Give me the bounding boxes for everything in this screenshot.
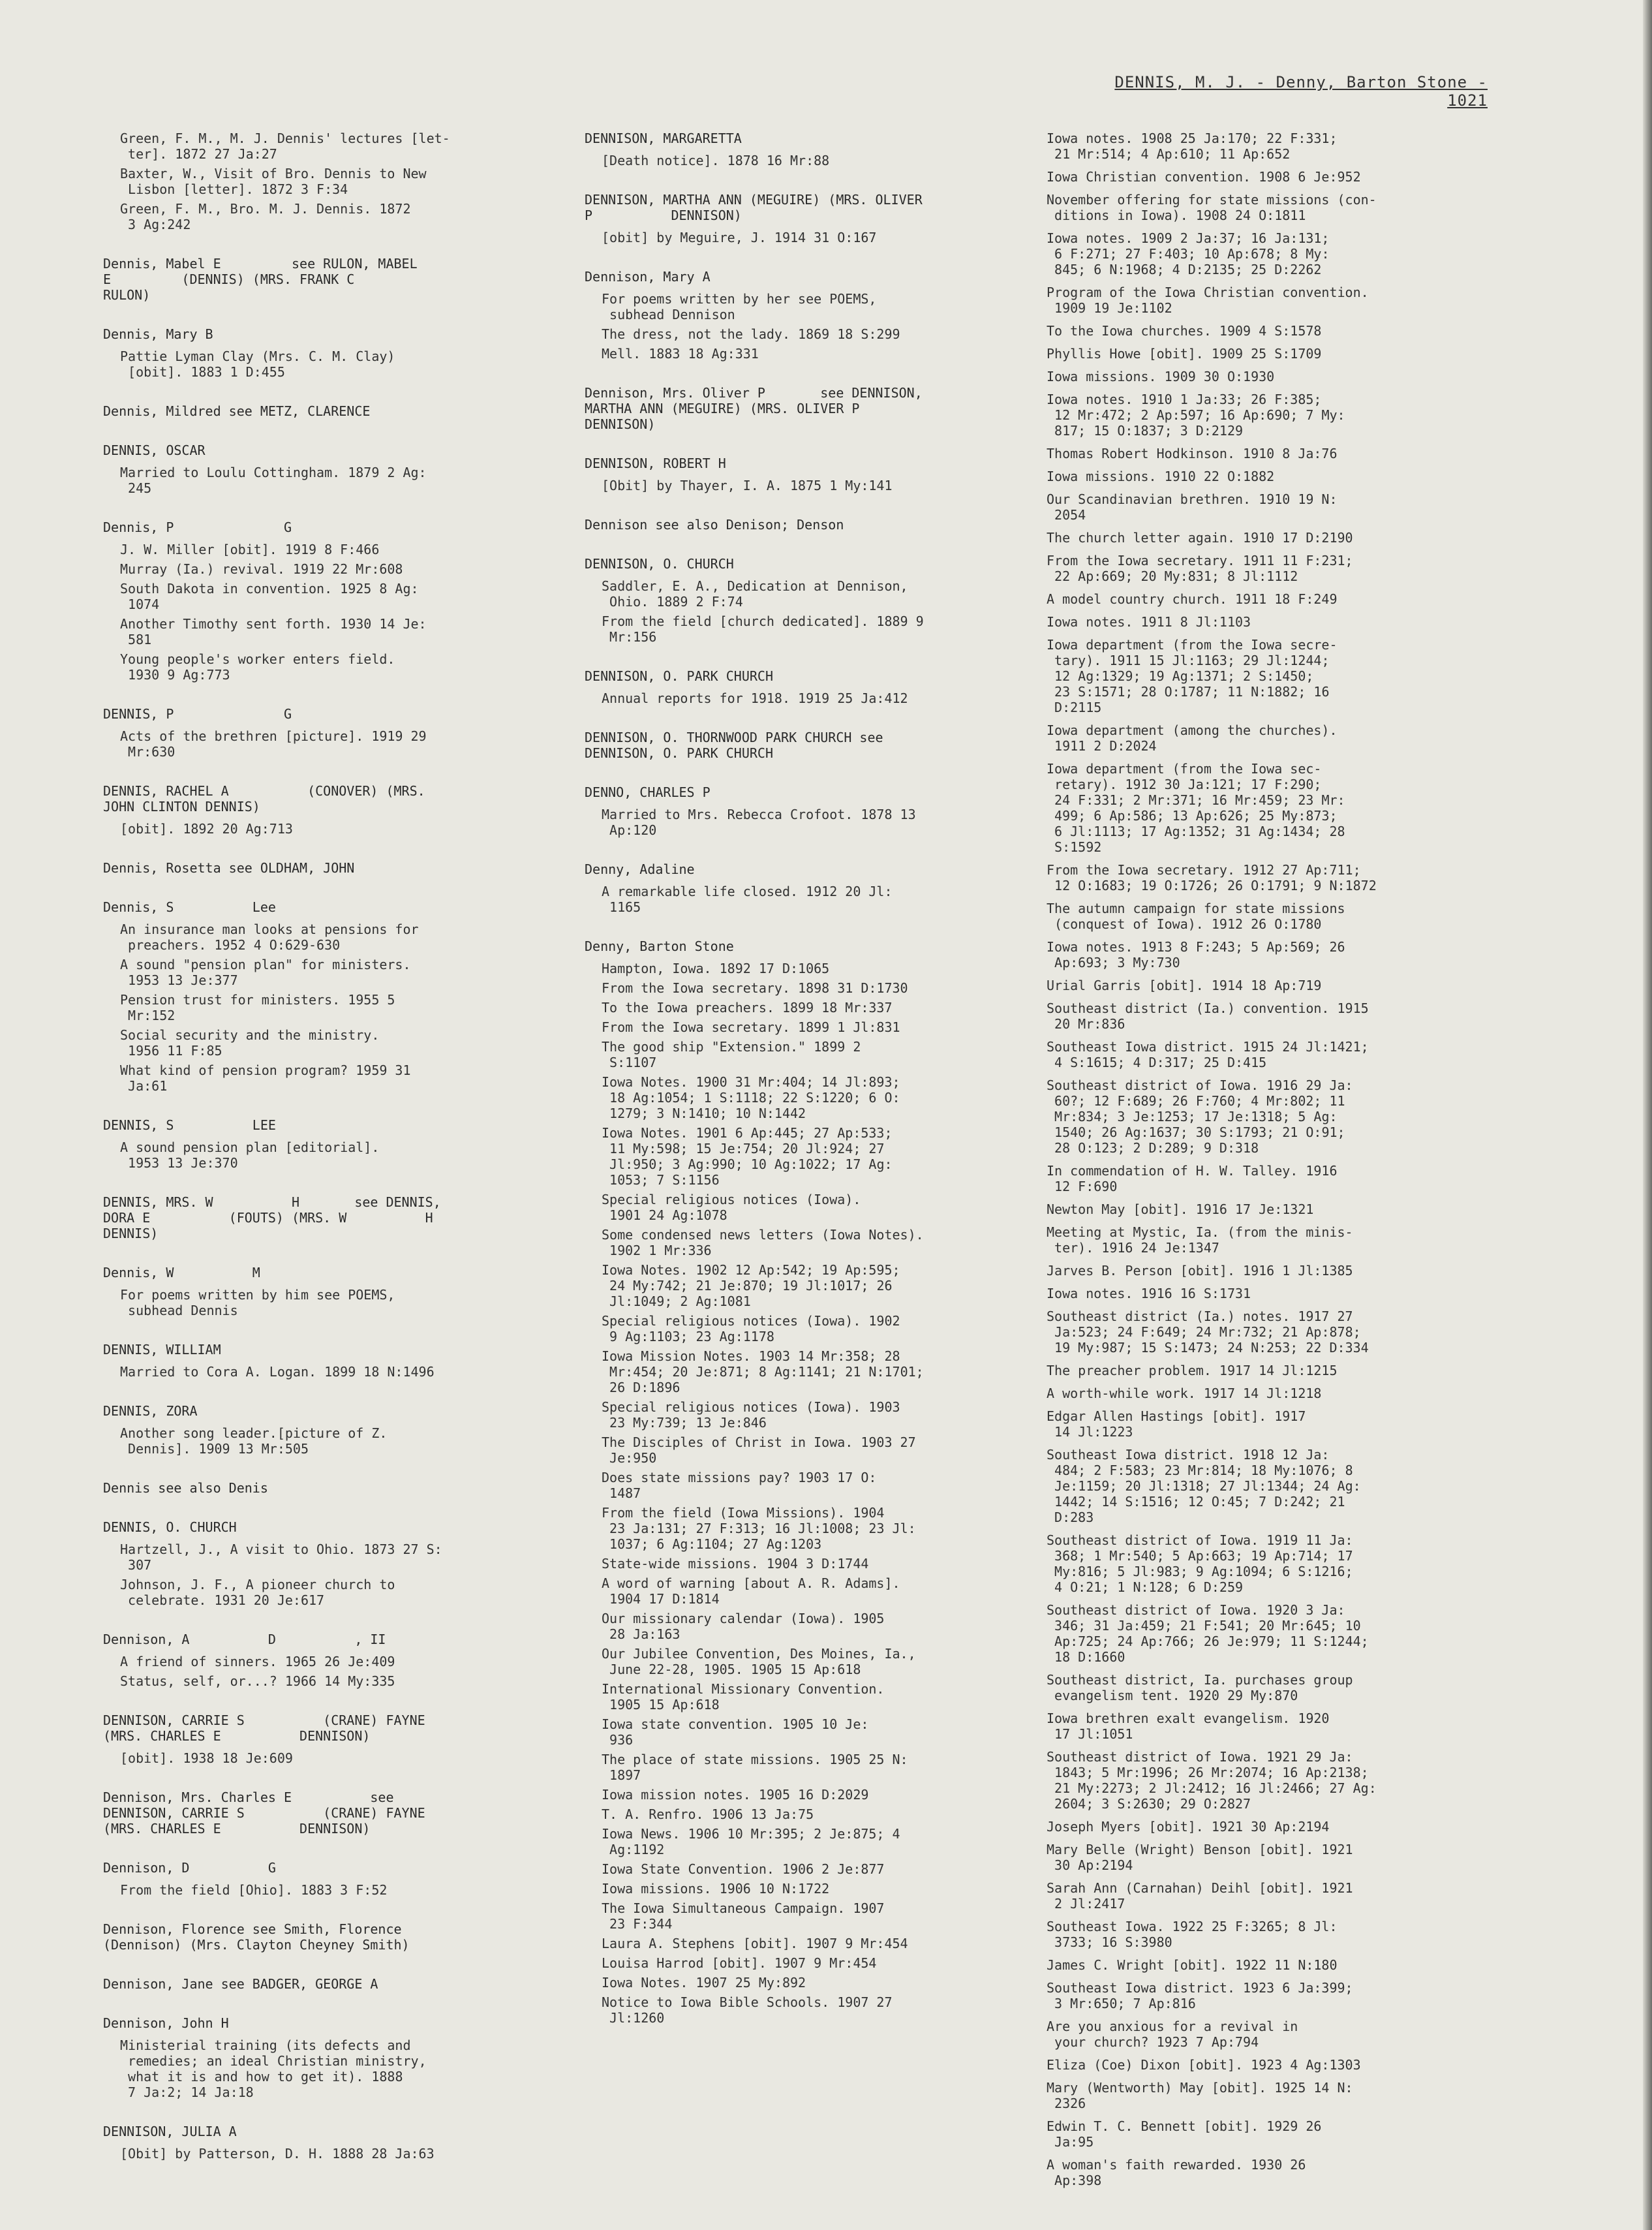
index-entry: [579, 131, 1036, 168]
citation-line: Our Jubilee Convention, Des Moines, Ia., June 22-28, 1905. 1905 15 Ap:618: [602, 1646, 916, 1677]
citation-line: Southeast district, Ia. purchases group evangelism tent. 1920 29 My:870: [1047, 1672, 1353, 1703]
entry-heading: Dennis, Mary B: [103, 326, 213, 342]
index-entry: [579, 385, 1036, 432]
entry-heading: Dennis, P G: [103, 519, 292, 535]
running-head: DENNIS, M. J. - Denny, Barton Stone - 1021: [1114, 73, 1488, 110]
citation-line: Iowa missions. 1906 10 N:1722: [602, 1881, 830, 1897]
index-entry: [98, 1519, 528, 1608]
index-entry: [98, 1712, 528, 1766]
citation-line: Southeast district of Iowa. 1920 3 Ja: 346; 31 Ja:459; 21 F:541; 20 Mr:645; 10 Ap:725; 24 Ap:766; 26 Je:979; 11 S:1244; 18 D:1660: [1047, 1602, 1369, 1665]
citation-line: Iowa notes. 1908 25 Ja:170; 22 F:331; 21 Mr:514; 4 Ap:610; 11 Ap:652: [1047, 131, 1338, 162]
citation-line: Iowa News. 1906 10 Mr:395; 2 Je:875; 4 Ag:1192: [602, 1826, 900, 1857]
index-entry: [98, 706, 528, 760]
index-entry: [98, 1342, 528, 1380]
index-entry: [98, 1976, 528, 1992]
index-entry: [98, 519, 528, 683]
index-entry: [98, 131, 528, 232]
entry-heading: DENNISON, JULIA A: [103, 2124, 237, 2139]
citation-line: Does state missions pay? 1903 17 O: 1487: [602, 1470, 877, 1501]
citation-line: T. A. Renfro. 1906 13 Ja:75: [602, 1806, 814, 1822]
citation-line: A word of warning [about A. R. Adams]. 1904 17 D:1814: [602, 1575, 900, 1607]
index-entry: [98, 1860, 528, 1898]
citation-line: From the Iowa secretary. 1912 27 Ap:711; 12 O:1683; 19 O:1726; 26 O:1791; 9 N:1872: [1047, 862, 1377, 893]
citation-line: From the field [church dedicated]. 1889 9 Mr:156: [602, 613, 924, 645]
entry-heading: Dennison, Mrs. Oliver P see DENNISON, MARTHA ANN (MEGUIRE) (MRS. OLIVER P DENNISON): [585, 385, 923, 432]
citation-line: J. W. Miller [obit]. 1919 8 F:466: [120, 542, 380, 557]
citation-line: Iowa notes. 1916 16 S:1731: [1047, 1286, 1251, 1301]
citation-line: Iowa Christian convention. 1908 6 Je:952: [1047, 169, 1361, 185]
citation-line: Some condensed news letters (Iowa Notes). 1902 1 Mr:336: [602, 1227, 924, 1258]
citation-line: The church letter again. 1910 17 D:2190: [1047, 530, 1353, 546]
citation-line: Our missionary calendar (Iowa). 1905 28 Ja:163: [602, 1611, 885, 1642]
index-entry: [98, 1921, 528, 1953]
citation-line: Southeast district of Iowa. 1916 29 Ja: 60?; 12 F:689; 26 F:760; 4 Mr:802; 11 Mr:834; 3 Je:1253; 17 Je:1318; 5 Ag: 1540; 26 Ag:1637; 30 S:1793; 21 O:91; 28 O:123; 2 D:289; 9 D:318: [1047, 1077, 1353, 1156]
citation-line: The good ship "Extension." 1899 2 S:1107: [602, 1039, 861, 1070]
index-entry: [98, 860, 528, 876]
citation-line: Southeast Iowa district. 1915 24 Jl:1421; 4 S:1615; 4 D:317; 25 D:415: [1047, 1039, 1369, 1070]
citation-line: Iowa State Convention. 1906 2 Je:877: [602, 1861, 885, 1877]
index-entry: [579, 938, 1036, 2026]
citation-line: The autumn campaign for state missions (conquest of Iowa). 1912 26 O:1780: [1047, 901, 1345, 932]
citation-line: Iowa Mission Notes. 1903 14 Mr:358; 28 Mr:454; 20 Je:871; 8 Ag:1141; 21 N:1701; 26 D:1896: [602, 1348, 924, 1395]
citation-line: Special religious notices (Iowa). 1903 23 My:739; 13 Je:846: [602, 1399, 900, 1431]
citation-line: Iowa Notes. 1902 12 Ap:542; 19 Ap:595; 24 My:742; 21 Je:870; 19 Jl:1017; 26 Jl:1049; 2 Ag:1081: [602, 1262, 900, 1309]
index-entry: [98, 403, 528, 419]
entry-heading: DENNISON, ROBERT H: [585, 456, 726, 471]
index-entry: [98, 256, 528, 303]
citation-line: The dress, not the lady. 1869 18 S:299: [602, 326, 900, 342]
citation-line: Louisa Harrod [obit]. 1907 9 Mr:454: [602, 1955, 877, 1971]
citation-line: Saddler, E. A., Dedication at Dennison, Ohio. 1889 2 F:74: [602, 578, 908, 610]
index-entry: [98, 1632, 528, 1689]
citation-line: November offering for state missions (con- ditions in Iowa). 1908 24 O:1811: [1047, 192, 1377, 223]
index-entry: [98, 1480, 528, 1496]
citation-line: [Obit] by Patterson, D. H. 1888 28 Ja:63: [120, 2146, 435, 2161]
entry-heading: DENNIS, RACHEL A (CONOVER) (MRS. JOHN CLINTON DENNIS): [103, 783, 425, 814]
citation-line: Special religious notices (Iowa). 1902 9 Ag:1103; 23 Ag:1178: [602, 1313, 900, 1344]
citation-line: Phyllis Howe [obit]. 1909 25 S:1709: [1047, 346, 1322, 362]
index-column-1: [98, 131, 528, 2185]
citation-line: Edgar Allen Hastings [obit]. 1917 14 Jl:1223: [1047, 1408, 1306, 1440]
entry-heading: Dennis, Rosetta see OLDHAM, JOHN: [103, 860, 355, 876]
citation-line: Another song leader.[picture of Z. Dennis]. 1909 13 Mr:505: [120, 1425, 388, 1457]
entry-heading: DENNISON, MARGARETTA: [585, 131, 742, 146]
index-entry: [98, 2124, 528, 2161]
citation-line: International Missionary Convention. 1905 15 Ap:618: [602, 1681, 885, 1712]
citation-line: Iowa mission notes. 1905 16 D:2029: [602, 1787, 869, 1803]
citation-line: From the field [Ohio]. 1883 3 F:52: [120, 1882, 388, 1898]
citation-line: Eliza (Coe) Dixon [obit]. 1923 4 Ag:1303: [1047, 2057, 1361, 2073]
citation-line: Iowa missions. 1910 22 O:1882: [1047, 469, 1275, 484]
citation-line: A worth-while work. 1917 14 Jl:1218: [1047, 1386, 1322, 1401]
citation-line: The preacher problem. 1917 14 Jl:1215: [1047, 1363, 1338, 1378]
citation-line: Hampton, Iowa. 1892 17 D:1065: [602, 961, 830, 976]
entry-heading: Dennison, A D , II: [103, 1632, 386, 1647]
index-entry: [579, 668, 1036, 706]
index-entry: [579, 192, 1036, 245]
citation-line: Mary (Wentworth) May [obit]. 1925 14 N: 2326: [1047, 2080, 1353, 2111]
citation-line: Iowa department (among the churches). 1911 2 D:2024: [1047, 722, 1338, 754]
citation-line: Acts of the brethren [picture]. 1919 29 Mr:630: [120, 728, 427, 760]
citation-line: Hartzell, J., A visit to Ohio. 1873 27 S: 307: [120, 1541, 442, 1573]
citation-line: Mary Belle (Wright) Benson [obit]. 1921 30 Ap:2194: [1047, 1842, 1353, 1873]
citation-line: [obit]. 1892 20 Ag:713: [120, 821, 293, 837]
citation-line: Iowa notes. 1911 8 Jl:1103: [1047, 614, 1251, 630]
citation-line: South Dakota in convention. 1925 8 Ag: 1074: [120, 581, 419, 612]
entry-heading: Dennis, W M: [103, 1265, 260, 1280]
citation-line: Iowa notes. 1913 8 F:243; 5 Ap:569; 26 Ap:693; 3 My:730: [1047, 939, 1345, 970]
entry-heading: Denny, Barton Stone: [585, 938, 734, 954]
citation-line: Johnson, J. F., A pioneer church to celebrate. 1931 20 Je:617: [120, 1577, 395, 1608]
citation-line: To the Iowa churches. 1909 4 S:1578: [1047, 323, 1322, 339]
index-entry: [579, 861, 1036, 915]
citation-line: [Obit] by Thayer, I. A. 1875 1 My:141: [602, 478, 893, 493]
entry-heading: Dennis see also Denis: [103, 1480, 268, 1496]
citation-line: Joseph Myers [obit]. 1921 30 Ap:2194: [1047, 1819, 1330, 1835]
index-entry: [579, 556, 1036, 645]
entry-heading: Dennis, S Lee: [103, 899, 276, 915]
index-entry: [579, 269, 1036, 362]
citation-line: Iowa brethren exalt evangelism. 1920 17 Jl:1051: [1047, 1711, 1330, 1742]
citation-line: Are you anxious for a revival in your church? 1923 7 Ap:794: [1047, 2019, 1298, 2050]
index-entry: [98, 1117, 528, 1171]
citation-line: James C. Wright [obit]. 1922 11 N:180: [1047, 1957, 1338, 1973]
citation-line: Our Scandinavian brethren. 1910 19 N: 2054: [1047, 491, 1338, 523]
citation-line: Married to Mrs. Rebecca Crofoot. 1878 13 Ap:120: [602, 807, 916, 838]
citation-line: Southeast district (Ia.) convention. 1915 20 Mr:836: [1047, 1000, 1369, 1032]
entry-heading: DENNIS, OSCAR: [103, 442, 206, 458]
citation-line: To the Iowa preachers. 1899 18 Mr:337: [602, 1000, 893, 1015]
citation-line: State-wide missions. 1904 3 D:1744: [602, 1556, 869, 1572]
index-column-3: [1041, 131, 1511, 2212]
citation-line: Iowa Notes. 1907 25 My:892: [602, 1975, 806, 1990]
index-column-2: [579, 131, 1036, 2049]
citation-line: Thomas Robert Hodkinson. 1910 8 Ja:76: [1047, 446, 1338, 461]
citation-line: Pension trust for ministers. 1955 5 Mr:152: [120, 992, 395, 1023]
citation-line: A sound pension plan [editorial]. 1953 13 Je:370: [120, 1139, 380, 1171]
entry-heading: DENNISON, MARTHA ANN (MEGUIRE) (MRS. OLIVER P DENNISON): [585, 192, 923, 223]
citation-line: Social security and the ministry. 1956 11 F:85: [120, 1027, 380, 1059]
entry-heading: DENNISON, O. THORNWOOD PARK CHURCH see DENNISON, O. PARK CHURCH: [585, 730, 883, 761]
index-entry: [579, 456, 1036, 493]
citation-line: An insurance man looks at pensions for preachers. 1952 4 O:629-630: [120, 921, 419, 953]
index-entry: [1041, 131, 1511, 2188]
entry-heading: Dennis, Mabel E see RULON, MABEL E (DENNIS) (MRS. FRANK C RULON): [103, 256, 418, 303]
citation-line: Green, F. M., Bro. M. J. Dennis. 1872 3 Ag:242: [120, 201, 411, 232]
entry-heading: Dennison see also Denison; Denson: [585, 517, 844, 533]
index-entry: [579, 784, 1036, 838]
citation-line: Married to Loulu Cottingham. 1879 2 Ag: 245: [120, 465, 427, 496]
citation-line: From the Iowa secretary. 1911 11 F:231; 22 Ap:669; 20 My:831; 8 Jl:1112: [1047, 553, 1353, 584]
citation-line: Pattie Lyman Clay (Mrs. C. M. Clay) [obit]. 1883 1 D:455: [120, 348, 395, 380]
entry-heading: DENNIS, O. CHURCH: [103, 1519, 237, 1535]
citation-line: For poems written by her see POEMS, subhead Dennison: [602, 291, 877, 322]
index-entry: [98, 1265, 528, 1318]
citation-line: A model country church. 1911 18 F:249: [1047, 591, 1338, 607]
index-entry: [98, 1789, 528, 1836]
citation-line: Southeast Iowa. 1922 25 F:3265; 8 Jl: 3733; 16 S:3980: [1047, 1919, 1338, 1950]
citation-line: Jarves B. Person [obit]. 1916 1 Jl:1385: [1047, 1263, 1353, 1278]
citation-line: A remarkable life closed. 1912 20 Jl: 1165: [602, 884, 893, 915]
citation-line: Southeast Iowa district. 1923 6 Ja:399; 3 Mr:650; 7 Ap:816: [1047, 1980, 1353, 2011]
index-entry: [98, 783, 528, 837]
citation-line: Iowa missions. 1909 30 O:1930: [1047, 369, 1275, 384]
entry-heading: Denny, Adaline: [585, 861, 695, 877]
entry-heading: DENNISON, O. CHURCH: [585, 556, 734, 572]
citation-line: Meeting at Mystic, Ia. (from the minis- ter). 1916 24 Je:1347: [1047, 1224, 1353, 1256]
entry-heading: Dennis, Mildred see METZ, CLARENCE: [103, 403, 371, 419]
citation-line: Iowa state convention. 1905 10 Je: 936: [602, 1716, 869, 1748]
citation-line: A friend of sinners. 1965 26 Je:409: [120, 1654, 395, 1669]
citation-line: Annual reports for 1918. 1919 25 Ja:412: [602, 690, 908, 706]
citation-line: The Disciples of Christ in Iowa. 1903 27 Je:950: [602, 1434, 916, 1466]
index-entry: [579, 517, 1036, 533]
citation-line: Young people's worker enters field. 1930 9 Ag:773: [120, 651, 395, 683]
citation-line: Special religious notices (Iowa). 1901 24 Ag:1078: [602, 1192, 861, 1223]
citation-line: Southeast district (Ia.) notes. 1917 27 Ja:523; 24 F:649; 24 Mr:732; 21 Ap:878; 19 My:987; 15 S:1473; 24 N:253; 22 D:334: [1047, 1309, 1369, 1355]
citation-line: Green, F. M., M. J. Dennis' lectures [let- ter]. 1872 27 Ja:27: [120, 131, 450, 162]
citation-line: Southeast district of Iowa. 1919 11 Ja: 368; 1 Mr:540; 5 Ap:663; 19 Ap:714; 17 My:816; 5 Jl:983; 9 Ag:1094; 6 S:1216; 4 O:21; 1 N:128; 6 D:259: [1047, 1532, 1353, 1595]
index-entry: [98, 326, 528, 380]
citation-line: [Death notice]. 1878 16 Mr:88: [602, 153, 830, 168]
citation-line: From the Iowa secretary. 1898 31 D:1730: [602, 980, 908, 996]
citation-line: Murray (Ia.) revival. 1919 22 Mr:608: [120, 561, 403, 577]
citation-line: Notice to Iowa Bible Schools. 1907 27 Jl:1260: [602, 1994, 893, 2026]
citation-line: What kind of pension program? 1959 31 Ja:61: [120, 1062, 411, 1094]
citation-line: Iowa notes. 1909 2 Ja:37; 16 Ja:131; 6 F:271; 27 F:403; 10 Ap:678; 8 My: 845; 6 N:1968; 4 D:2135; 25 D:2262: [1047, 230, 1330, 277]
citation-line: Mell. 1883 18 Ag:331: [602, 346, 759, 362]
citation-line: From the field (Iowa Missions). 1904 23 Ja:131; 27 F:313; 16 Jl:1008; 23 Jl: 1037; 6 Ag:1104; 27 Ag:1203: [602, 1505, 916, 1552]
citation-line: Iowa department (from the Iowa sec- retary). 1912 30 Ja:121; 17 F:290; 24 F:331; 2 Mr:371; 16 Mr:459; 23 Mr: 499; 6 Ap:586; 13 Ap:626; 25 My:873; 6 Jl:1113; 17 Ag:1352; 31 Ag:1434; 28 S:1592: [1047, 761, 1345, 855]
citation-line: The place of state missions. 1905 25 N: 1897: [602, 1752, 908, 1783]
entry-heading: DENNIS, WILLIAM: [103, 1342, 221, 1357]
entry-heading: DENNIS, P G: [103, 706, 292, 722]
citation-line: Iowa department (from the Iowa secre- tary). 1911 15 Jl:1163; 29 Jl:1244; 12 Ag:1329; 19 Ag:1371; 2 S:1450; 23 S:1571; 28 O:1787; 11 N:1882; 16 D:2115: [1047, 637, 1338, 715]
citation-line: A woman's faith rewarded. 1930 26 Ap:398: [1047, 2157, 1306, 2188]
entry-heading: Dennison, John H: [103, 2015, 229, 2031]
citation-line: Sarah Ann (Carnahan) Deihl [obit]. 1921 2 Jl:2417: [1047, 1880, 1353, 1912]
entry-heading: DENNISON, O. PARK CHURCH: [585, 668, 773, 684]
index-entry: [98, 1194, 528, 1241]
entry-heading: Dennison, Florence see Smith, Florence (Dennison) (Mrs. Clayton Cheyney Smith): [103, 1921, 410, 1953]
citation-line: Newton May [obit]. 1916 17 Je:1321: [1047, 1201, 1314, 1217]
citation-line: Ministerial training (its defects and remedies; an ideal Christian ministry, what it is and how to get it). 1888 7 Ja:2; 14 Ja:18: [120, 2037, 427, 2100]
entry-heading: DENNIS, MRS. W H see DENNIS, DORA E (FOUTS) (MRS. W H DENNIS): [103, 1194, 441, 1241]
entry-heading: Dennison, D G: [103, 1860, 276, 1876]
entry-heading: Dennison, Mrs. Charles E see DENNISON, CARRIE S (CRANE) FAYNE (MRS. CHARLES E DENNISON): [103, 1789, 425, 1836]
citation-line: Edwin T. C. Bennett [obit]. 1929 26 Ja:95: [1047, 2118, 1322, 2150]
index-entry: [579, 730, 1036, 761]
index-entry: [98, 442, 528, 496]
citation-line: Laura A. Stephens [obit]. 1907 9 Mr:454: [602, 1936, 908, 1951]
citation-line: Another Timothy sent forth. 1930 14 Je: 581: [120, 616, 427, 647]
citation-line: For poems written by him see POEMS, subhead Dennis: [120, 1287, 395, 1318]
citation-line: Married to Cora A. Logan. 1899 18 N:1496: [120, 1364, 435, 1380]
citation-line: Southeast Iowa district. 1918 12 Ja: 484; 2 F:583; 23 Mr:814; 18 My:1076; 8 Je:1159; 20 Jl:1318; 27 Jl:1344; 24 Ag: 1442; 14 S:1516; 12 O:45; 7 D:242; 21 D:283: [1047, 1447, 1361, 1525]
citation-line: Program of the Iowa Christian convention. 1909 19 Je:1102: [1047, 285, 1369, 316]
citation-line: Urial Garris [obit]. 1914 18 Ap:719: [1047, 978, 1322, 993]
entry-heading: DENNISON, CARRIE S (CRANE) FAYNE (MRS. CHARLES E DENNISON): [103, 1712, 425, 1744]
entry-heading: DENNIS, ZORA: [103, 1403, 198, 1419]
citation-line: Status, self, or...? 1966 14 My:335: [120, 1673, 395, 1689]
index-entry: [98, 2015, 528, 2100]
citation-line: In commendation of H. W. Talley. 1916 12 F:690: [1047, 1163, 1338, 1194]
citation-line: A sound "pension plan" for ministers. 1953 13 Je:377: [120, 957, 411, 988]
entry-heading: Dennison, Mary A: [585, 269, 711, 285]
citation-line: Baxter, W., Visit of Bro. Dennis to New Lisbon [letter]. 1872 3 F:34: [120, 166, 427, 197]
citation-line: Southeast district of Iowa. 1921 29 Ja: 1843; 5 Mr:1996; 26 Mr:2074; 16 Ap:2138; 21 My:2273; 2 Jl:2412; 16 Jl:2466; 27 Ag: 2604; 3 S:2630; 29 O:2827: [1047, 1749, 1377, 1812]
citation-line: The Iowa Simultaneous Campaign. 1907 23 F:344: [602, 1900, 885, 1932]
citation-line: Iowa notes. 1910 1 Ja:33; 26 F:385; 12 Mr:472; 2 Ap:597; 16 Ap:690; 7 My: 817; 15 O:1837; 3 D:2129: [1047, 392, 1345, 439]
citation-line: [obit] by Meguire, J. 1914 31 O:167: [602, 230, 877, 245]
entry-heading: DENNO, CHARLES P: [585, 784, 711, 800]
citation-line: Iowa Notes. 1901 6 Ap:445; 27 Ap:533; 11 My:598; 15 Je:754; 20 Jl:924; 27 Jl:950; 3 Ag:990; 10 Ag:1022; 17 Ag: 1053; 7 S:1156: [602, 1125, 893, 1188]
index-entry: [98, 899, 528, 1094]
page-edge-shadow: [1643, 0, 1652, 2230]
index-entry: [98, 1403, 528, 1457]
citation-line: Iowa Notes. 1900 31 Mr:404; 14 Jl:893; 18 Ag:1054; 1 S:1118; 22 S:1220; 6 O: 1279; 3 N:1410; 10 N:1442: [602, 1074, 900, 1121]
citation-line: From the Iowa secretary. 1899 1 Jl:831: [602, 1019, 900, 1035]
entry-heading: Dennison, Jane see BADGER, GEORGE A: [103, 1976, 378, 1992]
entry-heading: DENNIS, S LEE: [103, 1117, 276, 1133]
citation-line: [obit]. 1938 18 Je:609: [120, 1750, 293, 1766]
